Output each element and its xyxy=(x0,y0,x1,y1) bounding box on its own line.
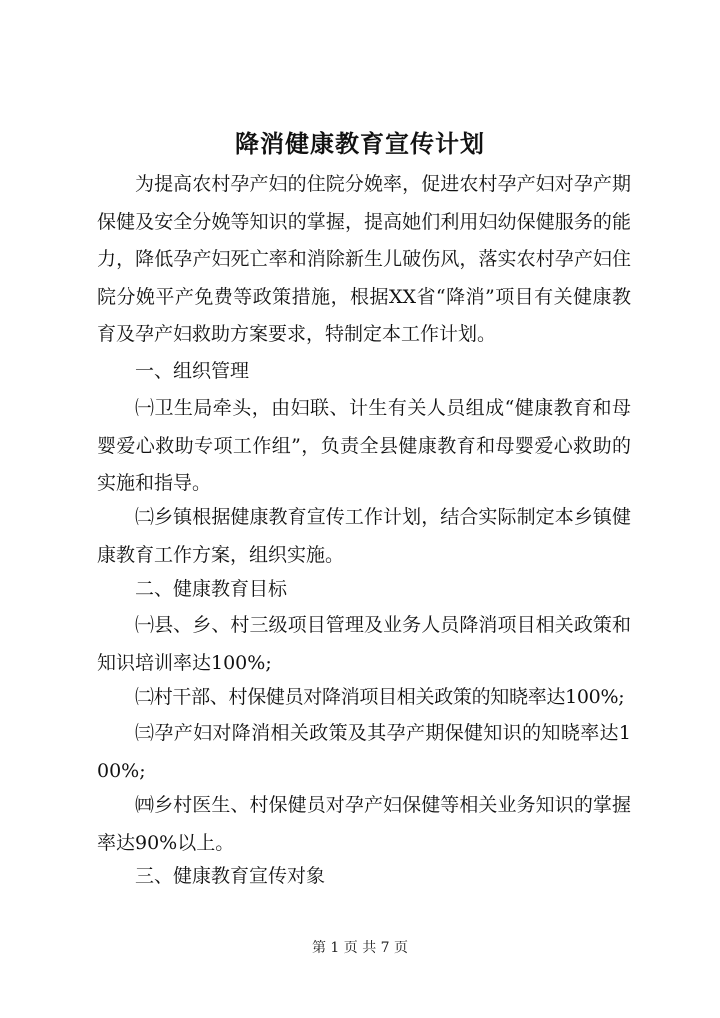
list-item: ㈣乡村医生、村保健员对孕产妇保健等相关业务知识的掌握率达90%以上。 xyxy=(97,794,631,854)
list-item: ㈠卫生局牵头，由妇联、计生有关人员组成“健康教育和母婴爱心救助专项工作组”，负责全县健康教育和母婴爱心救助的实施和指导。 xyxy=(97,397,631,494)
list-item: ㈡乡镇根据健康教育宣传工作计划，结合实际制定本乡镇健康教育工作方案，组织实施。 xyxy=(97,506,631,566)
section-heading-organization: 一、组织管理 xyxy=(135,360,250,382)
intro-paragraph: 为提高农村孕产妇的住院分娩率，促进农村孕产妇对孕产期保健及安全分娩等知识的掌握，提高她们利用妇幼保健服务的能力，降低孕产妇死亡率和消除新生儿破伤风，落实农村孕产妇住院分娩平产免费等政策措施，根据XX省“降消”项目有关健康教育及孕产妇救助方案要求，特制定本工作计划。 xyxy=(97,173,631,345)
page-number-footer: 第 1 页 共 7 页 xyxy=(311,940,409,956)
section-heading-audience: 三、健康教育宣传对象 xyxy=(135,865,326,887)
list-item: ㈢孕产妇对降消相关政策及其孕产期保健知识的知晓率达100%; xyxy=(97,722,631,782)
section-heading-goals: 二、健康教育目标 xyxy=(135,578,288,600)
list-item: ㈠县、乡、村三级项目管理及业务人员降消项目相关政策和知识培训率达100%; xyxy=(97,614,631,674)
list-item: ㈡村干部、村保健员对降消项目相关政策的知晓率达100%; xyxy=(135,686,625,708)
document-title: 降消健康教育宣传计划 xyxy=(235,129,485,158)
